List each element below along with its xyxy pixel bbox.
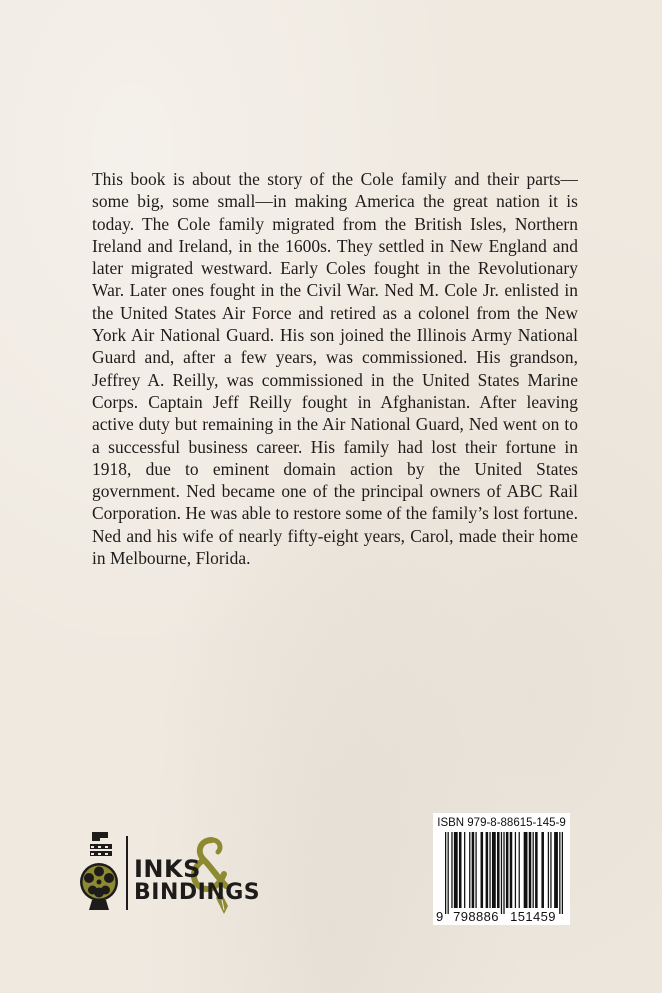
barcode-bar	[486, 832, 489, 908]
barcode-bar	[519, 832, 520, 908]
barcode-bar	[454, 832, 458, 908]
barcode-bar	[501, 832, 502, 914]
barcode-bar	[481, 832, 484, 908]
barcode-bar	[492, 832, 496, 908]
barcode-bar	[469, 832, 470, 908]
barcode-bar	[503, 832, 504, 914]
barcode-bar	[548, 832, 549, 908]
barcode-bar	[445, 832, 446, 914]
barcode-bars	[445, 832, 563, 914]
barcode-bar	[489, 832, 490, 908]
barcode-digit-group-1: 798886	[453, 909, 499, 924]
isbn-barcode	[433, 813, 570, 925]
barcode-bar	[497, 832, 500, 908]
barcode-bar	[506, 832, 509, 908]
barcode-bar	[448, 832, 449, 914]
barcode-bar	[475, 832, 476, 908]
barcode-bar	[529, 832, 532, 908]
film-reel-icon	[78, 828, 120, 914]
publisher-word-inks: INKS	[134, 855, 201, 883]
barcode-bar	[459, 832, 462, 908]
barcode-bar	[472, 832, 475, 908]
barcode-bar	[535, 832, 538, 908]
barcode-digit-group-2: 151459	[510, 909, 556, 924]
back-cover-blurb: This book is about the story of the Cole family and their parts—some big, some small—in making America the great nation it is today. The Cole family migrated from the British Isles, Northern Ireland and Ireland, in the 1600s. They settled in New England and later migrated westward. Early Coles fought in the Revolutionary War. Later ones fought in the Civil War. Ned M. Cole Jr. enlisted in the United States Air Force and retired as a colonel from the New York Air National Guard. His son joined the Illinois Army National Guard and, after a few years, was commissioned. His grandson, Jeffrey A. Reilly, was commissioned in the United States Marine Corps. Captain Jeff Reilly fought in Afghanistan. After leaving active duty but remaining in the Air National Guard, Ned went on to a successful business career. His family had lost their fortune in 1918, due to eminent domain action by the United States government. Ned became one of the principal owners of ABC Rail Corporation. He was able to restore some of the family’s lost fortune. Ned and his wife of nearly fifty-eight years, Carol, made their home in Melbourne, Florida.	[92, 169, 578, 569]
barcode-digit-first: 9	[436, 909, 444, 924]
logo-divider	[126, 836, 128, 910]
barcode-bar	[559, 832, 560, 914]
barcode-bar	[533, 832, 534, 908]
barcode-bar	[451, 832, 452, 908]
barcode-bar	[515, 832, 516, 908]
barcode-bar	[554, 832, 558, 908]
barcode-bar	[464, 832, 465, 908]
barcode-bar	[562, 832, 563, 914]
barcode-bar	[550, 832, 551, 908]
publisher-logo	[78, 828, 268, 914]
publisher-word-bindings: BINDINGS	[134, 880, 261, 905]
barcode-bar	[510, 832, 513, 908]
barcode-bar	[541, 832, 544, 908]
barcode-bar	[524, 832, 528, 908]
isbn-label: ISBN 979-8-88615-145-9	[437, 817, 566, 829]
